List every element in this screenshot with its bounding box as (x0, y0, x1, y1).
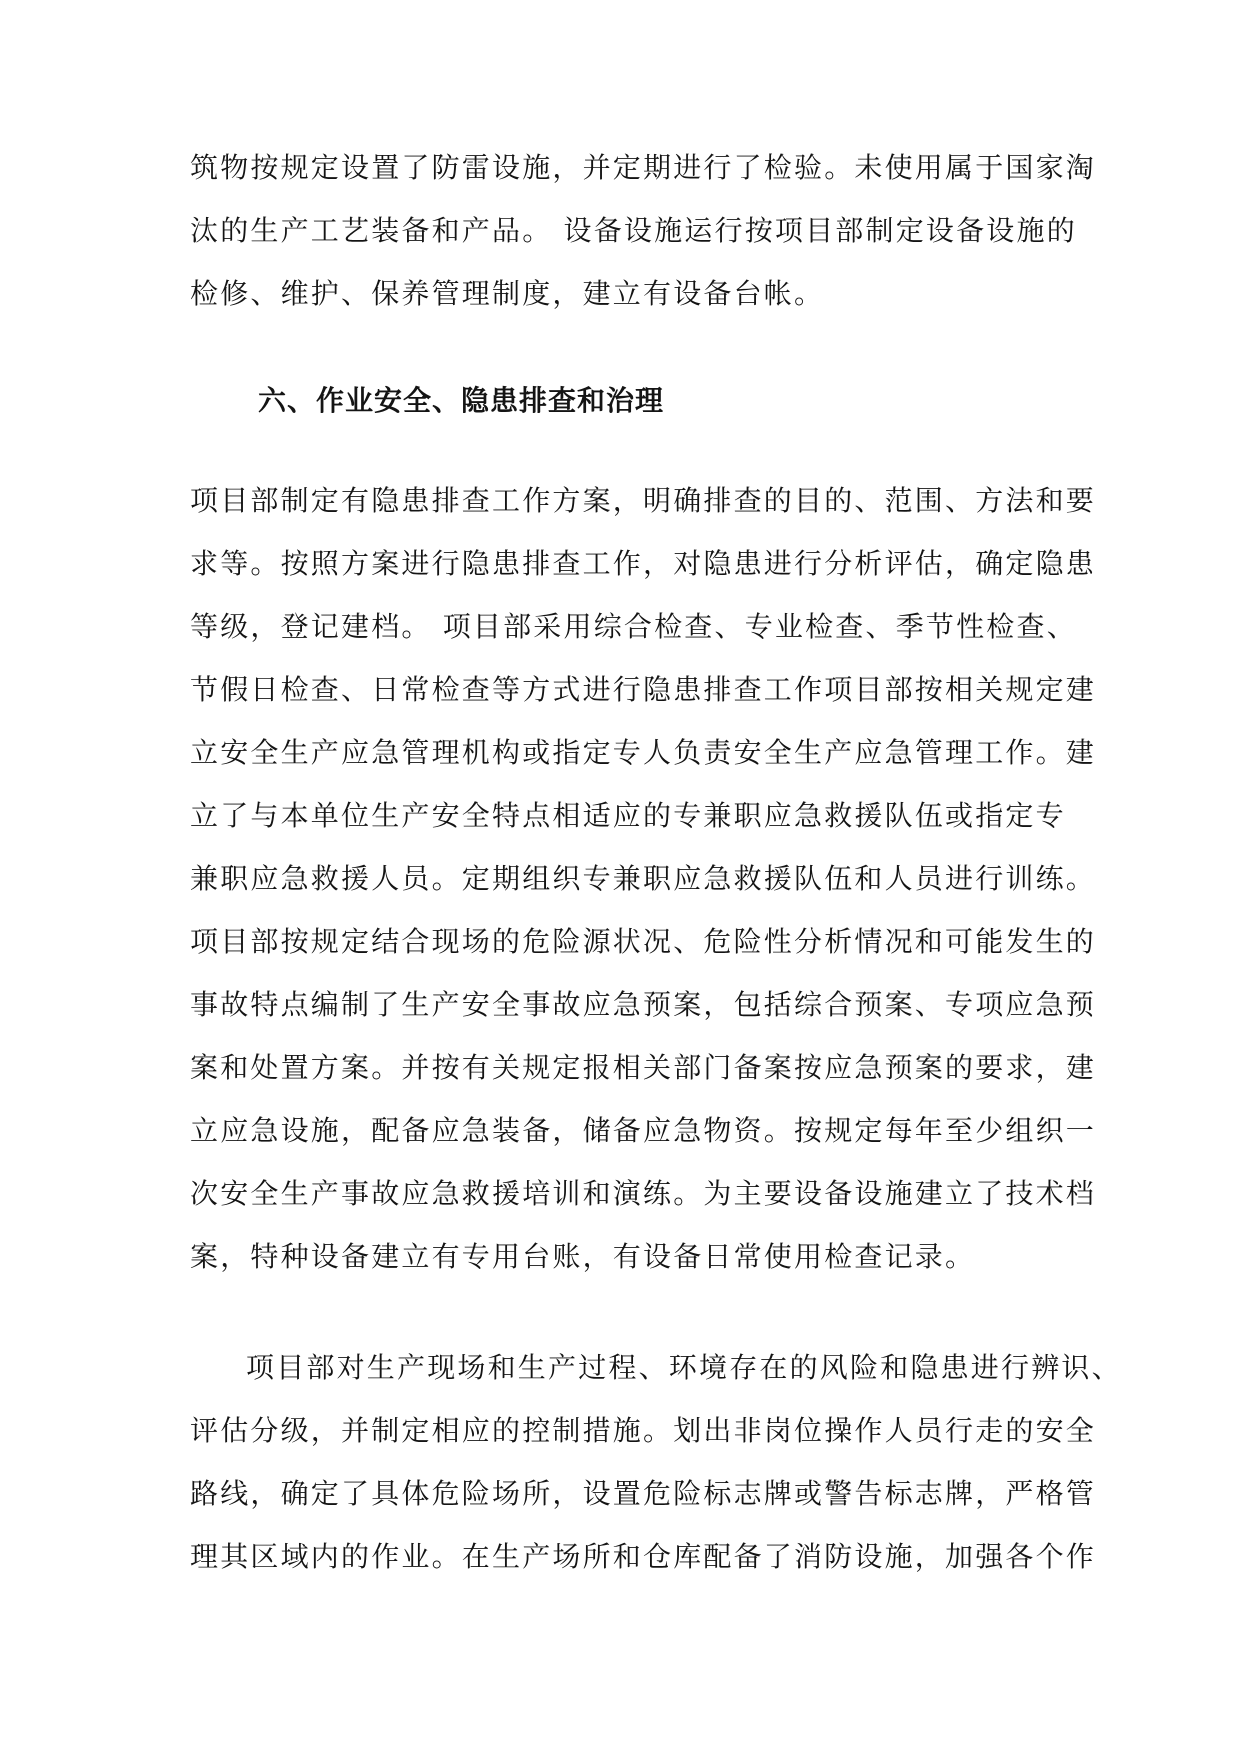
paragraph-2-line-9: 事故特点编制了生产安全事故应急预案，包括综合预案、专项应急预 (190, 988, 1097, 1021)
paragraph-2-line-3: 等级，登记建档。 项目部采用综合检查、专业检查、季节性检查、 (190, 610, 1077, 643)
paragraph-3-line-1: 项目部对生产现场和生产过程、环境存在的风险和隐患进行辨识、 (246, 1351, 1122, 1384)
paragraph-2-line-1: 项目部制定有隐患排查工作方案，明确排查的目的、范围、方法和要 (190, 484, 1097, 517)
paragraph-2-line-12: 次安全生产事故应急救援培训和演练。为主要设备设施建立了技术档 (190, 1177, 1097, 1210)
paragraph-2-line-11: 立应急设施，配备应急装备，储备应急物资。按规定每年至少组织一 (190, 1114, 1097, 1147)
paragraph-2-line-13: 案，特种设备建立有专用台账，有设备日常使用检查记录。 (190, 1240, 976, 1273)
paragraph-3-line-2: 评估分级，并制定相应的控制措施。划出非岗位操作人员行走的安全 (190, 1414, 1097, 1447)
paragraph-2-line-8: 项目部按规定结合现场的危险源状况、危险性分析情况和可能发生的 (190, 925, 1097, 958)
paragraph-1-line-1: 筑物按规定设置了防雷设施，并定期进行了检验。未使用属于国家淘 (190, 151, 1097, 184)
paragraph-2-line-6: 立了与本单位生产安全特点相适应的专兼职应急救援队伍或指定专 (190, 799, 1066, 832)
paragraph-2-line-4: 节假日检查、日常检查等方式进行隐患排查工作项目部按相关规定建 (190, 673, 1097, 706)
paragraph-1-line-2: 汰的生产工艺装备和产品。 设备设施运行按项目部制定设备设施的 (190, 214, 1077, 247)
paragraph-2-line-7: 兼职应急救援人员。定期组织专兼职应急救援队伍和人员进行训练。 (190, 862, 1097, 895)
paragraph-3-line-3: 路线，确定了具体危险场所，设置危险标志牌或警告标志牌，严格管 (190, 1477, 1097, 1510)
paragraph-2-line-10: 案和处置方案。并按有关规定报相关部门备案按应急预案的要求，建 (190, 1051, 1097, 1084)
paragraph-2-line-2: 求等。按照方案进行隐患排查工作，对隐患进行分析评估，确定隐患 (190, 547, 1097, 580)
section-heading: 六、作业安全、隐患排查和治理 (258, 384, 665, 417)
paragraph-2-line-5: 立安全生产应急管理机构或指定专人负责安全生产应急管理工作。建 (190, 736, 1097, 769)
paragraph-1-line-3: 检修、维护、保养管理制度，建立有设备台帐。 (190, 277, 825, 310)
paragraph-3-line-4: 理其区域内的作业。在生产场所和仓库配备了消防设施，加强各个作 (190, 1540, 1097, 1573)
